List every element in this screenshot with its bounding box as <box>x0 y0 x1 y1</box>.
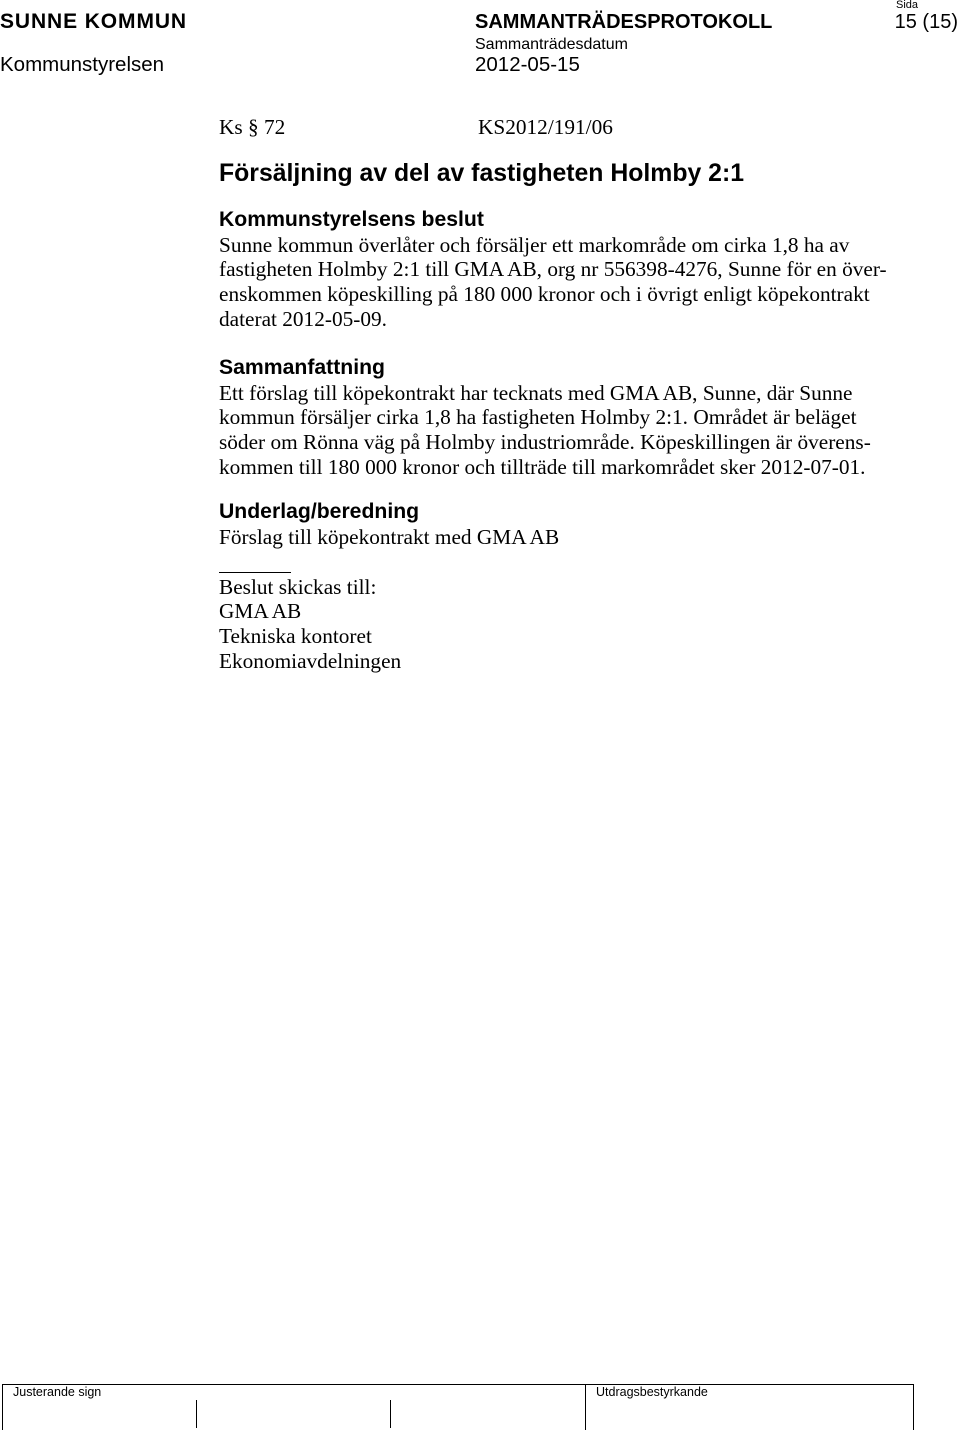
distribution-label: Beslut skickas till: <box>219 574 377 599</box>
certification-label: Utdragsbestyrkande <box>596 1385 708 1399</box>
distribution-recipient: GMA AB <box>219 599 302 624</box>
decision-heading: Kommunstyrelsens beslut <box>219 208 484 231</box>
page-label: Sida <box>896 0 919 11</box>
summary-line: söder om Rönna väg på Holmby industriområde. Köpeskillingen är överens- <box>219 430 871 455</box>
summary-line: kommun försäljer cirka 1,8 ha fastigheten Holmby 2:1. Området är beläget <box>219 405 857 430</box>
footer-top-rule <box>2 1384 913 1385</box>
signature-label: Justerande sign <box>13 1385 102 1399</box>
summary-line: kommen till 180 000 kronor och tillträde till markområdet sker 2012-07-01. <box>219 454 866 479</box>
decision-paragraph <box>219 233 887 332</box>
paragraph-reference: Ks § 72 <box>219 115 286 139</box>
distribution-divider <box>219 572 291 573</box>
basis-paragraph <box>219 525 559 550</box>
summary-paragraph <box>219 381 871 480</box>
basis-line: Förslag till köpekontrakt med GMA AB <box>219 524 560 549</box>
case-number: KS2012/191/06 <box>478 115 613 139</box>
page-number: 15 (15) <box>894 11 958 33</box>
department-name: Kommunstyrelsen <box>0 53 165 76</box>
document-type: SAMMANTRÄDESPROTOKOLL <box>475 11 773 33</box>
meeting-date-label: Sammanträdesdatum <box>475 36 628 53</box>
summary-heading: Sammanfattning <box>219 355 385 379</box>
distribution-recipient: Tekniska kontoret <box>219 624 372 649</box>
organization-name: SUNNE KOMMUN <box>0 10 187 33</box>
footer-right-border <box>913 1384 914 1430</box>
decision-line: fastigheten Holmby 2:1 till GMA AB, org nr 556398-4276, Sunne för en över- <box>219 257 887 282</box>
signature-box-divider <box>196 1400 197 1428</box>
distribution-list <box>219 575 401 674</box>
footer-left-border <box>2 1384 3 1430</box>
summary-line: Ett förslag till köpekontrakt har tecknats med GMA AB, Sunne, där Sunne <box>219 380 853 405</box>
section-title: Försäljning av del av fastigheten Holmby 2:1 <box>219 160 744 187</box>
decision-line: enskommen köpeskilling på 180 000 kronor och i övrigt enligt köpekontrakt <box>219 282 870 307</box>
basis-heading: Underlag/beredning <box>219 499 420 523</box>
signature-box-divider <box>390 1400 391 1428</box>
decision-line: daterat 2012-05-09. <box>219 306 387 331</box>
footer-middle-border <box>585 1384 586 1430</box>
distribution-recipient: Ekonomiavdelningen <box>219 648 402 673</box>
decision-line: Sunne kommun överlåter och försäljer ett markområde om cirka 1,8 ha av <box>219 232 850 257</box>
meeting-date: 2012-05-15 <box>475 53 580 76</box>
